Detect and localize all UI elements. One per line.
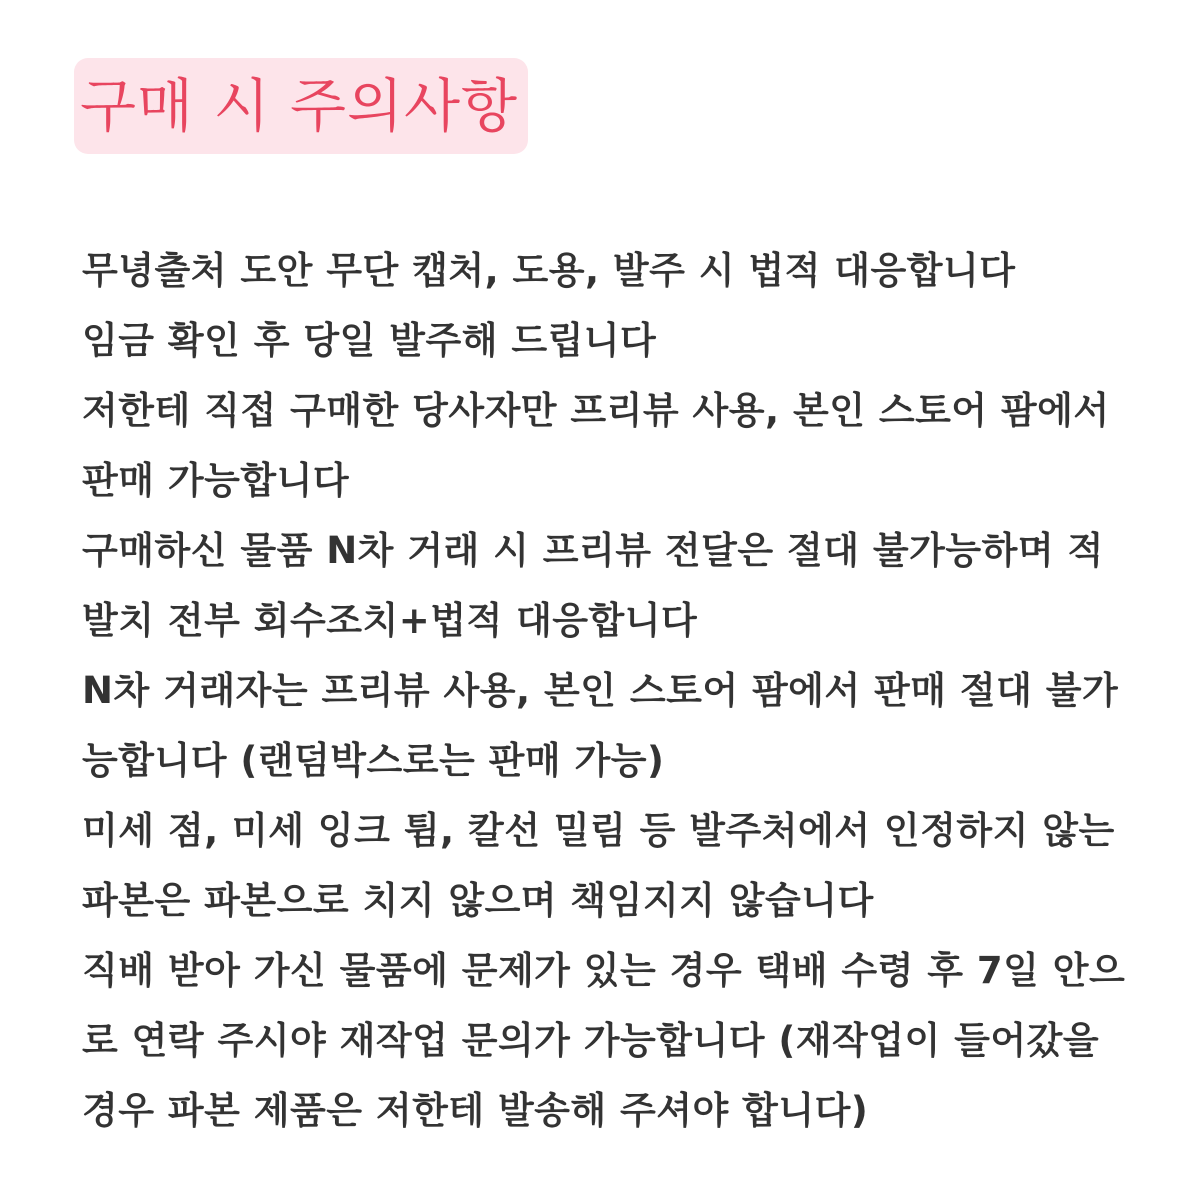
- notice-line: 저한테 직접 구매한 당사자만 프리뷰 사용, 본인 스토어 팜에서: [82, 389, 1110, 432]
- notice-list: [82, 240, 1132, 1150]
- notice-line: 미세 점, 미세 잉크 튐, 칼선 밀림 등 발주처에서 인정하지 않는: [82, 809, 1115, 852]
- notice-line: 구매하신 물품 N차 거래 시 프리뷰 전달은 절대 불가능하며 적: [82, 529, 1104, 572]
- notice-line: 경우 파본 제품은 저한테 발송해 주셔야 합니다): [82, 1089, 869, 1132]
- notice-line: 판매 가능합니다: [82, 459, 350, 502]
- notice-line: 무녕출처 도안 무단 캡처, 도용, 발주 시 법적 대응합니다: [82, 249, 1016, 292]
- notice-line: 파본은 파본으로 치지 않으며 책임지지 않습니다: [82, 879, 874, 922]
- notice-line: 직배 받아 가신 물품에 문제가 있는 경우 택배 수령 후 7일 안으: [82, 949, 1126, 992]
- notice-line: 로 연락 주시야 재작업 문의가 가능합니다 (재작업이 들어갔을: [82, 1019, 1100, 1062]
- notice-line: 임금 확인 후 당일 발주해 드립니다: [82, 319, 657, 362]
- page-title: 구매 시 주의사항: [80, 72, 519, 140]
- notice-line: 능합니다 (랜덤박스로는 판매 가능): [82, 739, 665, 782]
- notice-line: N차 거래자는 프리뷰 사용, 본인 스토어 팜에서 판매 절대 불가: [82, 669, 1119, 712]
- notice-line: 발치 전부 회수조치+법적 대응합니다: [82, 599, 698, 642]
- title-highlight: [74, 58, 528, 154]
